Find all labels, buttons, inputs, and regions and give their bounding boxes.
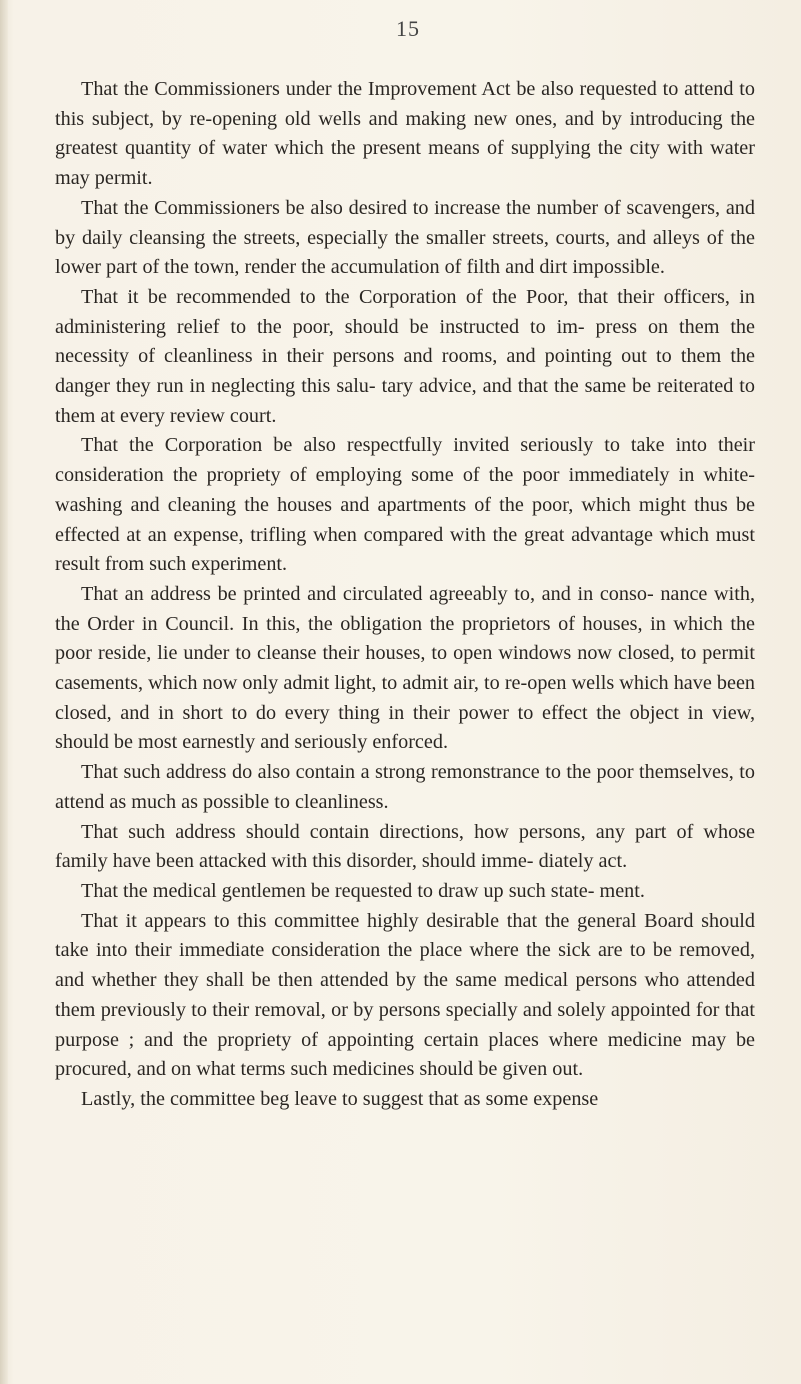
paragraph-10: Lastly, the committee beg leave to suggest that as some expense bbox=[81, 1087, 599, 1110]
paragraph-5: That an address be printed and circulated agreeably to, and in conso- nance with, the Order in Council. In this, the obligation the proprietors of houses, in which the poor reside, lie under to cleanse their houses, to open windows now closed, to permit casements, which now only admit light, to admit air, to re-open wells which have been closed, and in short to do every thing in their power to effect the object in view, should be most earnestly and seriously enforced. bbox=[55, 582, 755, 754]
paragraph-8: That the medical gentlemen be requested to draw up such state- ment. bbox=[81, 879, 645, 902]
paragraph-9: That it appears to this committee highly desirable that the general Board should take into their immediate consideration the place where the sick are to be removed, and whether they shall be then attended by the same medical persons who attended them previously to their removal, or by persons specially and solely appointed for that purpose ; and the propriety of appointing certain places where medicine may be procured, and on what terms such medicines should be given out. bbox=[55, 909, 755, 1081]
page-number: 15 bbox=[396, 16, 420, 41]
paragraph-4: That the Corporation be also respectfully invited seriously to take into their consideration the propriety of employing some of the poor immediately in white-washing and cleaning the houses and apartments of the poor, which might thus be effected at an expense, trifling when compared with the great advantage which must result from such experiment. bbox=[55, 434, 755, 576]
paragraph-3: That it be recommended to the Corporation of the Poor, that their officers, in administering relief to the poor, should be instructed to im- press on them the necessity of cleanliness in their persons and rooms, and pointing out to them the danger they run in neglecting this salu- tary advice, and that the same be reiterated to them at every review court. bbox=[55, 285, 755, 427]
body-text bbox=[55, 75, 755, 1115]
paragraph-2: That the Commissioners be also desired to increase the number of scavengers, and by daily cleansing the streets, especially the smaller streets, courts, and alleys of the lower part of the town, render the accumulation of filth and dirt impossible. bbox=[55, 196, 755, 279]
paragraph-1: That the Commissioners under the Improvement Act be also requested to attend to this subject, by re-opening old wells and making new ones, and by introducing the greatest quantity of water which the present means of supplying the city with water may permit. bbox=[55, 78, 755, 190]
paragraph-7: That such address should contain directions, how persons, any part of whose family have been attacked with this disorder, should imme- diately act. bbox=[55, 820, 755, 873]
binding-gutter bbox=[0, 0, 8, 1384]
paragraph-6: That such address do also contain a strong remonstrance to the poor themselves, to attend as much as possible to cleanliness. bbox=[55, 761, 755, 813]
